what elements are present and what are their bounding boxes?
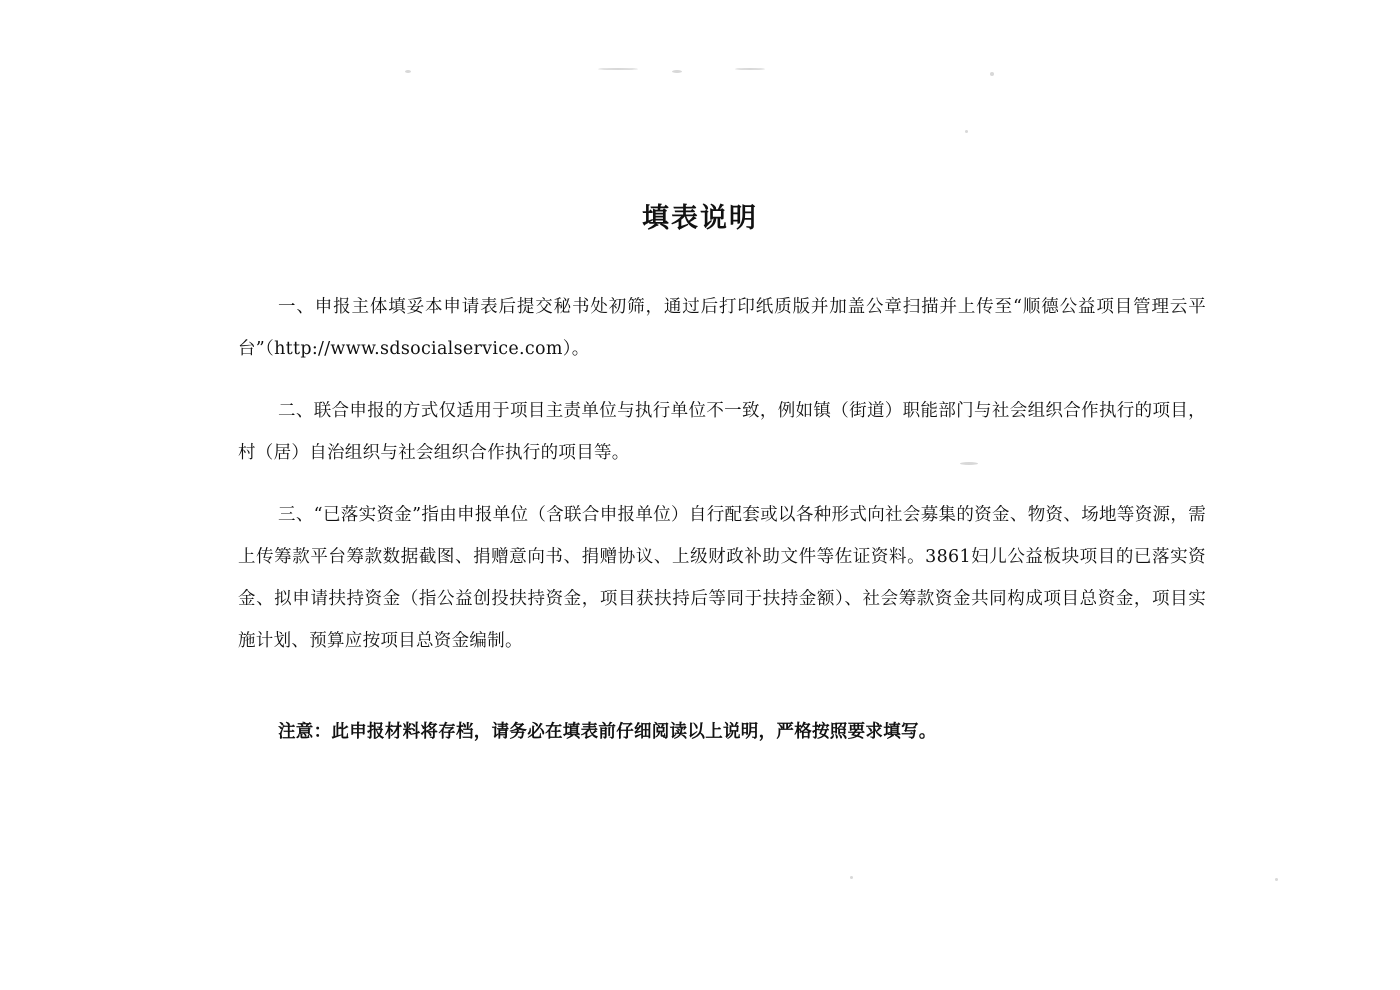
scan-speck — [965, 130, 968, 133]
scan-speck — [735, 68, 765, 70]
instructions-body — [238, 286, 1206, 682]
scan-speck — [1275, 878, 1278, 881]
scan-speck — [850, 876, 853, 879]
instruction-paragraph-3: 三、“已落实资金”指由申报单位（含联合申报单位）自行配套或以各种形式向社会募集的资金、物资、场地等资源，需上传筹款平台筹款数据截图、捐赠意向书、捐赠协议、上级财政补助文件等佐证资料。3861妇儿公益板块项目的已落实资金、拟申请扶持资金（指公益创投扶持资金，项目获扶持后等同于扶持金额）、社会筹款资金共同构成项目总资金，项目实施计划、预算应按项目总资金编制。 — [238, 505, 1206, 651]
instruction-paragraph-2: 二、联合申报的方式仅适用于项目主责单位与执行单位不一致，例如镇（街道）职能部门与社会组织合作执行的项目，村（居）自治组织与社会组织合作执行的项目等。 — [238, 401, 1206, 463]
archive-notice: 注意：此申报材料将存档，请务必在填表前仔细阅读以上说明，严格按照要求填写。 — [278, 722, 937, 742]
scan-speck — [672, 70, 682, 73]
scan-speck — [990, 72, 994, 76]
scan-speck — [405, 70, 411, 73]
scan-speck — [598, 68, 638, 70]
page-title: 填表说明 — [642, 203, 758, 234]
instruction-paragraph-1: 一、申报主体填妥本申请表后提交秘书处初筛，通过后打印纸质版并加盖公章扫描并上传至“顺德公益项目管理云平台”（http://www.sdsocialservice.com）。 — [238, 297, 1206, 359]
